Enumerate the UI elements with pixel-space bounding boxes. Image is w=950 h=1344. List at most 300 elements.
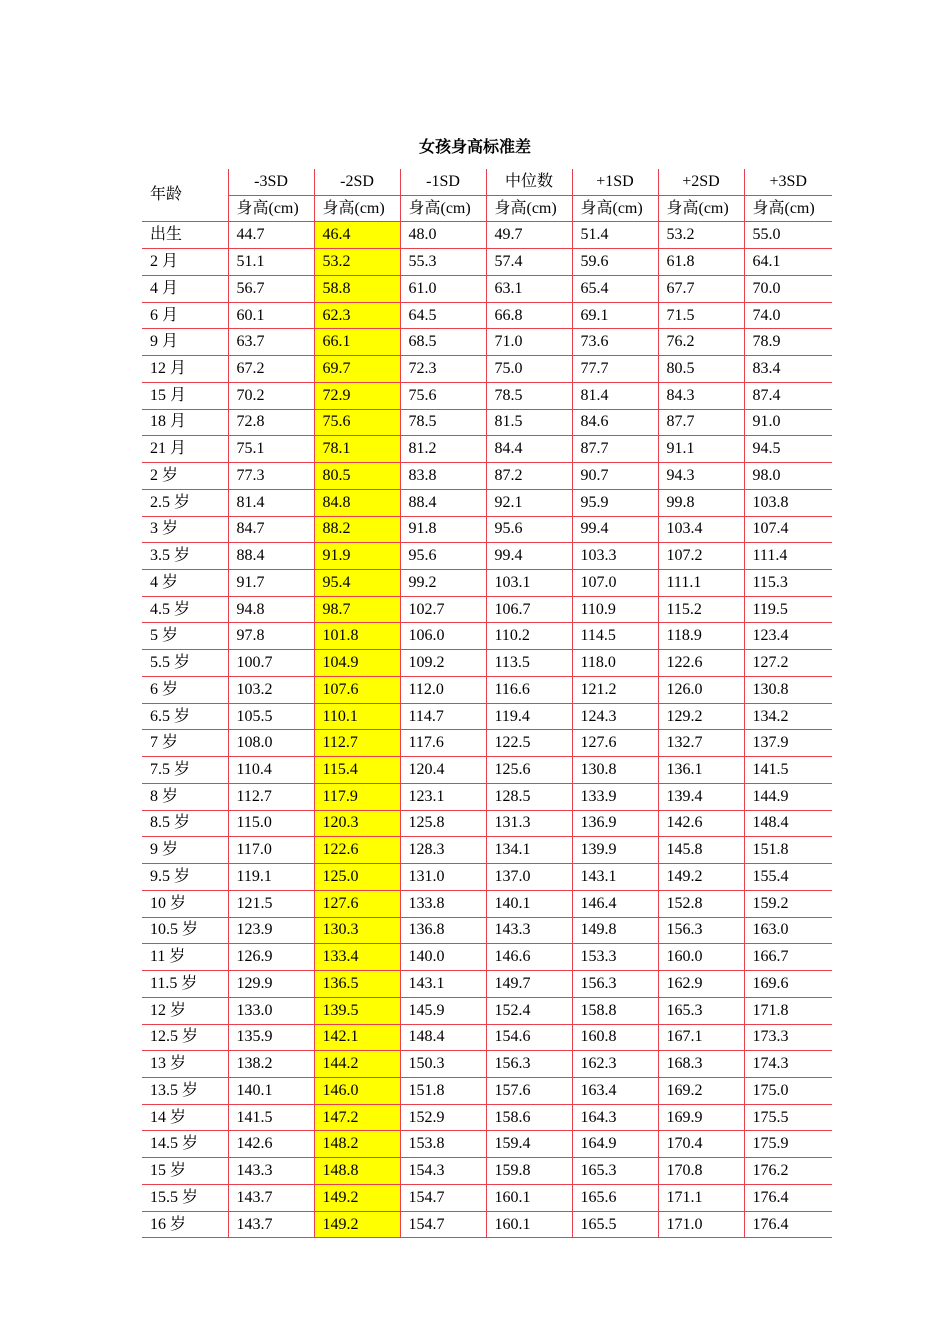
unit-header: 身高(cm) [572, 195, 658, 222]
value-cell: 171.8 [744, 997, 832, 1024]
value-cell: 77.3 [228, 463, 314, 490]
value-cell: 87.2 [486, 463, 572, 490]
unit-header: 身高(cm) [486, 195, 572, 222]
age-cell: 13.5 岁 [142, 1077, 228, 1104]
value-cell: 53.2 [314, 249, 400, 276]
value-cell: 61.0 [400, 275, 486, 302]
value-cell: 149.2 [314, 1184, 400, 1211]
value-cell: 165.5 [572, 1211, 658, 1238]
table-row [142, 623, 832, 650]
value-cell: 84.6 [572, 409, 658, 436]
table-row [142, 543, 832, 570]
value-cell: 49.7 [486, 222, 572, 249]
value-cell: 88.4 [400, 489, 486, 516]
value-cell: 103.8 [744, 489, 832, 516]
value-cell: 66.1 [314, 329, 400, 356]
value-cell: 103.4 [658, 516, 744, 543]
value-cell: 154.7 [400, 1184, 486, 1211]
value-cell: 74.0 [744, 302, 832, 329]
value-cell: 99.8 [658, 489, 744, 516]
value-cell: 150.3 [400, 1051, 486, 1078]
value-cell: 110.1 [314, 703, 400, 730]
value-cell: 81.4 [572, 382, 658, 409]
table-row [142, 997, 832, 1024]
table-row [142, 1158, 832, 1185]
value-cell: 159.2 [744, 890, 832, 917]
value-cell: 55.3 [400, 249, 486, 276]
value-cell: 109.2 [400, 650, 486, 677]
value-cell: 158.8 [572, 997, 658, 1024]
header-row-unit [142, 195, 832, 222]
value-cell: 159.8 [486, 1158, 572, 1185]
table-row [142, 382, 832, 409]
unit-header: 身高(cm) [658, 195, 744, 222]
table-row [142, 463, 832, 490]
value-cell: 148.4 [744, 810, 832, 837]
value-cell: 148.2 [314, 1131, 400, 1158]
value-cell: 122.6 [658, 650, 744, 677]
value-cell: 63.1 [486, 275, 572, 302]
value-cell: 119.4 [486, 703, 572, 730]
value-cell: 115.0 [228, 810, 314, 837]
value-cell: 145.8 [658, 837, 744, 864]
age-cell: 2 岁 [142, 463, 228, 490]
value-cell: 143.3 [486, 917, 572, 944]
value-cell: 139.5 [314, 997, 400, 1024]
table-row [142, 249, 832, 276]
col-header-minus1sd: -1SD [400, 169, 486, 195]
value-cell: 173.3 [744, 1024, 832, 1051]
value-cell: 142.6 [658, 810, 744, 837]
value-cell: 137.9 [744, 730, 832, 757]
value-cell: 143.7 [228, 1184, 314, 1211]
unit-header: 身高(cm) [400, 195, 486, 222]
age-cell: 9 月 [142, 329, 228, 356]
value-cell: 154.7 [400, 1211, 486, 1238]
value-cell: 127.6 [572, 730, 658, 757]
value-cell: 129.9 [228, 971, 314, 998]
table-row [142, 1104, 832, 1131]
value-cell: 72.8 [228, 409, 314, 436]
value-cell: 88.2 [314, 516, 400, 543]
value-cell: 107.6 [314, 676, 400, 703]
value-cell: 111.4 [744, 543, 832, 570]
table-row [142, 650, 832, 677]
table-row [142, 1024, 832, 1051]
value-cell: 78.5 [486, 382, 572, 409]
value-cell: 59.6 [572, 249, 658, 276]
age-cell: 9 岁 [142, 837, 228, 864]
value-cell: 168.3 [658, 1051, 744, 1078]
value-cell: 146.6 [486, 944, 572, 971]
value-cell: 152.9 [400, 1104, 486, 1131]
age-cell: 3 岁 [142, 516, 228, 543]
value-cell: 140.0 [400, 944, 486, 971]
col-header-plus1sd: +1SD [572, 169, 658, 195]
value-cell: 81.2 [400, 436, 486, 463]
table-row [142, 783, 832, 810]
age-cell: 14 岁 [142, 1104, 228, 1131]
value-cell: 138.2 [228, 1051, 314, 1078]
value-cell: 95.6 [400, 543, 486, 570]
age-cell: 2 月 [142, 249, 228, 276]
value-cell: 176.4 [744, 1211, 832, 1238]
col-header-minus3sd: -3SD [228, 169, 314, 195]
col-header-median: 中位数 [486, 169, 572, 195]
age-cell: 4 月 [142, 275, 228, 302]
value-cell: 142.6 [228, 1131, 314, 1158]
value-cell: 160.8 [572, 1024, 658, 1051]
value-cell: 162.3 [572, 1051, 658, 1078]
value-cell: 68.5 [400, 329, 486, 356]
age-cell: 4.5 岁 [142, 596, 228, 623]
age-cell: 8 岁 [142, 783, 228, 810]
value-cell: 127.2 [744, 650, 832, 677]
value-cell: 46.4 [314, 222, 400, 249]
table-row [142, 409, 832, 436]
value-cell: 107.4 [744, 516, 832, 543]
value-cell: 95.6 [486, 516, 572, 543]
value-cell: 102.7 [400, 596, 486, 623]
age-cell: 16 岁 [142, 1211, 228, 1238]
value-cell: 135.9 [228, 1024, 314, 1051]
value-cell: 142.1 [314, 1024, 400, 1051]
value-cell: 140.1 [228, 1077, 314, 1104]
value-cell: 152.4 [486, 997, 572, 1024]
table-row [142, 944, 832, 971]
value-cell: 60.1 [228, 302, 314, 329]
value-cell: 104.9 [314, 650, 400, 677]
value-cell: 164.3 [572, 1104, 658, 1131]
value-cell: 103.1 [486, 570, 572, 597]
age-cell: 7.5 岁 [142, 757, 228, 784]
value-cell: 169.9 [658, 1104, 744, 1131]
value-cell: 75.6 [400, 382, 486, 409]
value-cell: 78.1 [314, 436, 400, 463]
value-cell: 133.0 [228, 997, 314, 1024]
table-row [142, 222, 832, 249]
age-cell: 11 岁 [142, 944, 228, 971]
value-cell: 106.0 [400, 623, 486, 650]
value-cell: 124.3 [572, 703, 658, 730]
value-cell: 63.7 [228, 329, 314, 356]
value-cell: 130.8 [744, 676, 832, 703]
value-cell: 70.2 [228, 382, 314, 409]
value-cell: 75.1 [228, 436, 314, 463]
value-cell: 125.6 [486, 757, 572, 784]
value-cell: 122.6 [314, 837, 400, 864]
value-cell: 72.3 [400, 356, 486, 383]
value-cell: 152.8 [658, 890, 744, 917]
value-cell: 91.9 [314, 543, 400, 570]
value-cell: 117.0 [228, 837, 314, 864]
value-cell: 169.2 [658, 1077, 744, 1104]
age-cell: 11.5 岁 [142, 971, 228, 998]
value-cell: 160.1 [486, 1184, 572, 1211]
age-cell: 13 岁 [142, 1051, 228, 1078]
value-cell: 91.0 [744, 409, 832, 436]
value-cell: 120.3 [314, 810, 400, 837]
value-cell: 164.9 [572, 1131, 658, 1158]
value-cell: 165.3 [658, 997, 744, 1024]
value-cell: 175.9 [744, 1131, 832, 1158]
value-cell: 141.5 [228, 1104, 314, 1131]
value-cell: 125.0 [314, 864, 400, 891]
value-cell: 144.9 [744, 783, 832, 810]
value-cell: 154.6 [486, 1024, 572, 1051]
value-cell: 160.1 [486, 1211, 572, 1238]
value-cell: 84.8 [314, 489, 400, 516]
value-cell: 129.2 [658, 703, 744, 730]
value-cell: 153.8 [400, 1131, 486, 1158]
value-cell: 71.5 [658, 302, 744, 329]
value-cell: 110.2 [486, 623, 572, 650]
value-cell: 151.8 [400, 1077, 486, 1104]
table-row [142, 730, 832, 757]
value-cell: 131.3 [486, 810, 572, 837]
value-cell: 51.1 [228, 249, 314, 276]
age-cell: 6.5 岁 [142, 703, 228, 730]
value-cell: 94.3 [658, 463, 744, 490]
unit-header: 身高(cm) [314, 195, 400, 222]
age-header: 年龄 [142, 169, 228, 222]
value-cell: 175.5 [744, 1104, 832, 1131]
table-row [142, 329, 832, 356]
value-cell: 87.7 [658, 409, 744, 436]
value-cell: 176.2 [744, 1158, 832, 1185]
value-cell: 67.7 [658, 275, 744, 302]
value-cell: 115.2 [658, 596, 744, 623]
col-header-minus2sd: -2SD [314, 169, 400, 195]
value-cell: 157.6 [486, 1077, 572, 1104]
value-cell: 94.8 [228, 596, 314, 623]
value-cell: 80.5 [314, 463, 400, 490]
value-cell: 166.7 [744, 944, 832, 971]
age-cell: 出生 [142, 222, 228, 249]
value-cell: 133.4 [314, 944, 400, 971]
value-cell: 107.2 [658, 543, 744, 570]
age-cell: 12 月 [142, 356, 228, 383]
value-cell: 75.6 [314, 409, 400, 436]
value-cell: 131.0 [400, 864, 486, 891]
table-row [142, 1077, 832, 1104]
value-cell: 112.0 [400, 676, 486, 703]
value-cell: 91.7 [228, 570, 314, 597]
value-cell: 75.0 [486, 356, 572, 383]
age-cell: 10.5 岁 [142, 917, 228, 944]
value-cell: 159.4 [486, 1131, 572, 1158]
value-cell: 83.8 [400, 463, 486, 490]
value-cell: 67.2 [228, 356, 314, 383]
table-row [142, 810, 832, 837]
value-cell: 149.2 [658, 864, 744, 891]
table-row [142, 356, 832, 383]
value-cell: 107.0 [572, 570, 658, 597]
value-cell: 156.3 [658, 917, 744, 944]
value-cell: 110.9 [572, 596, 658, 623]
table-row [142, 302, 832, 329]
value-cell: 83.4 [744, 356, 832, 383]
value-cell: 175.0 [744, 1077, 832, 1104]
value-cell: 130.8 [572, 757, 658, 784]
value-cell: 149.8 [572, 917, 658, 944]
value-cell: 64.5 [400, 302, 486, 329]
value-cell: 88.4 [228, 543, 314, 570]
value-cell: 143.1 [400, 971, 486, 998]
value-cell: 99.2 [400, 570, 486, 597]
value-cell: 162.9 [658, 971, 744, 998]
value-cell: 127.6 [314, 890, 400, 917]
value-cell: 148.8 [314, 1158, 400, 1185]
value-cell: 174.3 [744, 1051, 832, 1078]
value-cell: 153.3 [572, 944, 658, 971]
value-cell: 78.9 [744, 329, 832, 356]
value-cell: 101.8 [314, 623, 400, 650]
value-cell: 170.4 [658, 1131, 744, 1158]
table-row [142, 489, 832, 516]
value-cell: 51.4 [572, 222, 658, 249]
value-cell: 112.7 [314, 730, 400, 757]
value-cell: 136.1 [658, 757, 744, 784]
age-cell: 5 岁 [142, 623, 228, 650]
age-cell: 2.5 岁 [142, 489, 228, 516]
table-row [142, 1184, 832, 1211]
value-cell: 115.3 [744, 570, 832, 597]
value-cell: 69.1 [572, 302, 658, 329]
value-cell: 110.4 [228, 757, 314, 784]
value-cell: 151.8 [744, 837, 832, 864]
value-cell: 143.7 [228, 1211, 314, 1238]
unit-header: 身高(cm) [744, 195, 832, 222]
value-cell: 119.1 [228, 864, 314, 891]
value-cell: 121.5 [228, 890, 314, 917]
value-cell: 163.4 [572, 1077, 658, 1104]
value-cell: 139.4 [658, 783, 744, 810]
value-cell: 146.4 [572, 890, 658, 917]
age-cell: 14.5 岁 [142, 1131, 228, 1158]
value-cell: 66.8 [486, 302, 572, 329]
value-cell: 134.2 [744, 703, 832, 730]
value-cell: 99.4 [572, 516, 658, 543]
value-cell: 71.0 [486, 329, 572, 356]
value-cell: 126.9 [228, 944, 314, 971]
value-cell: 136.5 [314, 971, 400, 998]
value-cell: 171.0 [658, 1211, 744, 1238]
value-cell: 117.9 [314, 783, 400, 810]
table-row [142, 1211, 832, 1238]
table-row [142, 436, 832, 463]
value-cell: 99.4 [486, 543, 572, 570]
value-cell: 44.7 [228, 222, 314, 249]
value-cell: 147.2 [314, 1104, 400, 1131]
value-cell: 140.1 [486, 890, 572, 917]
value-cell: 154.3 [400, 1158, 486, 1185]
value-cell: 169.6 [744, 971, 832, 998]
value-cell: 145.9 [400, 997, 486, 1024]
age-cell: 15 岁 [142, 1158, 228, 1185]
value-cell: 123.9 [228, 917, 314, 944]
value-cell: 73.6 [572, 329, 658, 356]
value-cell: 149.2 [314, 1211, 400, 1238]
value-cell: 91.8 [400, 516, 486, 543]
value-cell: 77.7 [572, 356, 658, 383]
value-cell: 136.8 [400, 917, 486, 944]
age-cell: 12 岁 [142, 997, 228, 1024]
value-cell: 69.7 [314, 356, 400, 383]
age-cell: 10 岁 [142, 890, 228, 917]
value-cell: 120.4 [400, 757, 486, 784]
table-row [142, 917, 832, 944]
age-cell: 12.5 岁 [142, 1024, 228, 1051]
value-cell: 134.1 [486, 837, 572, 864]
value-cell: 114.5 [572, 623, 658, 650]
value-cell: 121.2 [572, 676, 658, 703]
value-cell: 125.8 [400, 810, 486, 837]
unit-header: 身高(cm) [228, 195, 314, 222]
value-cell: 92.1 [486, 489, 572, 516]
value-cell: 65.4 [572, 275, 658, 302]
value-cell: 64.1 [744, 249, 832, 276]
value-cell: 84.3 [658, 382, 744, 409]
value-cell: 103.2 [228, 676, 314, 703]
value-cell: 143.3 [228, 1158, 314, 1185]
value-cell: 115.4 [314, 757, 400, 784]
value-cell: 105.5 [228, 703, 314, 730]
value-cell: 62.3 [314, 302, 400, 329]
value-cell: 165.3 [572, 1158, 658, 1185]
table-row [142, 864, 832, 891]
value-cell: 84.4 [486, 436, 572, 463]
page-title: 女孩身高标准差 [418, 137, 531, 156]
value-cell: 72.9 [314, 382, 400, 409]
age-cell: 6 月 [142, 302, 228, 329]
value-cell: 133.9 [572, 783, 658, 810]
value-cell: 94.5 [744, 436, 832, 463]
value-cell: 171.1 [658, 1184, 744, 1211]
value-cell: 149.7 [486, 971, 572, 998]
value-cell: 78.5 [400, 409, 486, 436]
value-cell: 81.5 [486, 409, 572, 436]
age-cell: 9.5 岁 [142, 864, 228, 891]
value-cell: 123.4 [744, 623, 832, 650]
value-cell: 139.9 [572, 837, 658, 864]
value-cell: 95.4 [314, 570, 400, 597]
table-row [142, 676, 832, 703]
value-cell: 136.9 [572, 810, 658, 837]
value-cell: 146.0 [314, 1077, 400, 1104]
value-cell: 155.4 [744, 864, 832, 891]
value-cell: 156.3 [486, 1051, 572, 1078]
table-row [142, 837, 832, 864]
value-cell: 118.9 [658, 623, 744, 650]
value-cell: 58.8 [314, 275, 400, 302]
value-cell: 113.5 [486, 650, 572, 677]
value-cell: 106.7 [486, 596, 572, 623]
value-cell: 84.7 [228, 516, 314, 543]
value-cell: 90.7 [572, 463, 658, 490]
value-cell: 103.3 [572, 543, 658, 570]
table-body [142, 169, 832, 1238]
value-cell: 57.4 [486, 249, 572, 276]
value-cell: 98.0 [744, 463, 832, 490]
table-row [142, 1051, 832, 1078]
value-cell: 111.1 [658, 570, 744, 597]
value-cell: 61.8 [658, 249, 744, 276]
value-cell: 56.7 [228, 275, 314, 302]
table-row [142, 570, 832, 597]
value-cell: 156.3 [572, 971, 658, 998]
value-cell: 170.8 [658, 1158, 744, 1185]
